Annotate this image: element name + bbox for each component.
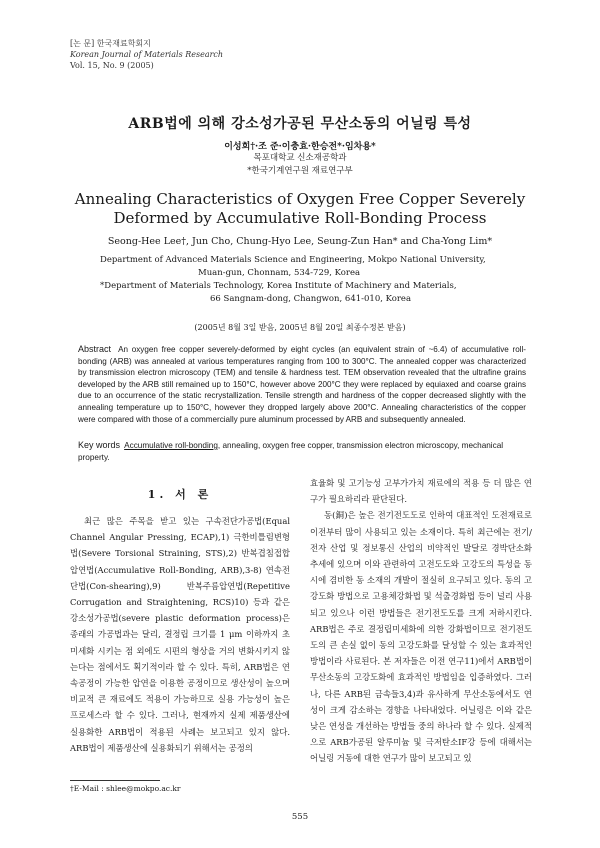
title-korean: ARB법에 의해 강소성가공된 무산소동의 어닐링 특성 xyxy=(128,116,472,132)
footnote-divider xyxy=(70,780,160,781)
affiliations-korean xyxy=(0,152,600,178)
section-title-introduction: 1. 서 론 xyxy=(147,488,213,501)
affiliation-en-2: Muan-gun, Chonnam, 534-729, Korea xyxy=(198,268,361,278)
authors-korean: 이성희†·조 준·이충효·한승전*·임차용* xyxy=(224,142,376,152)
title-english: Annealing Characteristics of Oxygen Free Copper Severely Deformed by Accumulative Roll-Bonding Process xyxy=(74,190,526,227)
abstract-text: An oxygen free copper severely-deformed by eight cycles (an equivalent strain of ~6.4) of accumulative roll-bonding (ARB) was annealed at various temperatures ranging from 100 to 300°C. The annealed copper was characterized by transmission electron microscopy (TEM) and tensile & hardness test. TEM observation revealed that the ultrafine grains developed by the ARB still remained up to 150°C, however above 200°C they were replaced by equiaxed and coarse grains due to an occurrence of the static recrystallization. Tensile strength and hardness of the copper decreased slightly with the annealing temperature up to 150°C, however they dropped largely above 200°C. Annealing characteristics of the copper were compared with those of a commercially pure aluminum processed by ARB and subsequently annealed. xyxy=(78,345,526,424)
intro-paragraph-1-cont: 효율화 및 고기능성 고부가가치 재료에의 적용 등 더 많은 연구가 필요하리라 판단된다. xyxy=(310,478,532,505)
left-column xyxy=(70,513,290,756)
journal-header xyxy=(70,38,223,71)
authors-english: Seong-Hee Lee†, Jun Cho, Chung-Hyo Lee, Seung-Zun Han* and Cha-Yong Lim* xyxy=(107,236,493,247)
journal-volume: Vol. 15, No. 9 (2005) xyxy=(70,61,154,70)
right-column xyxy=(310,475,532,767)
affiliation-en-1: Department of Advanced Materials Science and Engineering, Mokpo National University, xyxy=(100,255,486,265)
affiliation-ko-2: *한국기계연구원 재료연구부 xyxy=(247,166,353,176)
affiliation-en-3: *Department of Materials Technology, Korea Institute of Machinery and Materials, xyxy=(100,281,457,291)
journal-label: [논 문] 한국재료학회지 xyxy=(70,39,151,48)
received-dates: (2005년 8월 3일 받음, 2005년 8월 20일 최종수정본 받음) xyxy=(194,323,406,332)
abstract-label: Abstract xyxy=(78,344,112,354)
abstract xyxy=(78,344,526,425)
keywords-label: Key words xyxy=(78,440,121,450)
footnote-email: †E-Mail : shlee@mokpo.ac.kr xyxy=(70,784,181,793)
intro-paragraph-1: 최근 많은 주목을 받고 있는 구속전단가공법(Equal Channel Angular Pressing, ECAP),1) 극한비틀림변형법(Severe Torsional Straining, STS),2) 반복겹침접합압연법(Accumulative Roll-Bonding, ARB),3-8) 연속전단법(Con-shearing),9) 반복주름압연법(Repetitive Corrugation and Straightening, RCS)10) 등과 같은 강소성가공법(severe plastic deformation process)은 종래의 가공법과는 달리, 결정립 크기를 1 μm 이하까지 초미세화 시키는 점 외에도 시편의 형상을 거의 변화시키지 않는다는 점에서도 획기적이라 할 수 있다. 특히, ARB법은 연속공정이 가능한 압연을 이용한 공정이므로 생산성이 높으며 비교적 큰 재료에도 적용이 가능하므로 실용 가능성이 높은 프로세스라 할 수 있다. 그러나, 현재까지 실제 제품생산에 실용화한 ARB법이 적용된 사례는 보고되고 있지 않다. ARB법이 제품생산에 실용화되기 위해서는 공정의 xyxy=(70,516,290,753)
keywords-rest: , annealing, oxygen free copper, transmission electron microscopy, mechanical property. xyxy=(78,441,504,462)
journal-name-en: Korean Journal of Materials Research xyxy=(70,50,224,59)
keyword-first: Accumulative roll-bonding xyxy=(124,441,218,450)
affiliation-ko-1: 목포대학교 신소재공학과 xyxy=(253,153,347,163)
page-number: 555 xyxy=(291,812,309,822)
affiliation-en-4: 66 Sangnam-dong, Changwon, 641-010, Korea xyxy=(210,294,412,304)
affiliations-english xyxy=(100,254,520,306)
keywords xyxy=(78,439,526,464)
intro-paragraph-2: 동(銅)은 높은 전기전도도로 인하여 대표적인 도전재료로 이전부터 많이 사용되고 있는 소재이다. 특히 최근에는 전기/전자 산업 및 정보통신 산업의 비약적인 발달로 경박단소화 추세에 있으며 이와 관련하여 고전도도와 고강도의 특성을 동시에 겸비한 동 소재의 개발이 절실히 요구되고 있다. 동의 고강도화 방법으로 고용체강화법 및 석출경화법 등이 널리 사용되고 있으나 이런 방법들은 전기전도도를 크게 저하시킨다. ARB법은 주로 결정립미세화에 의한 강화법이므로 전기전도도의 큰 손실 없이 동의 고강도화를 달성할 수 있는 효과적인 방법이라 사료된다. 본 저자들은 이전 연구11)에서 ARB법이 무산소동의 고강도화에 효과적인 방법임을 입증하였다. 그러나, 다른 ARB된 금속들3,4)과 유사하게 무산소동에서도 연성이 크게 감소하는 경향을 나타내었다. 어닐링은 이와 같은 낮은 연성을 개선하는 방법들 중의 하나라 할 수 있다. 실제적으로 ARB가공된 알루미늄 및 극저탄소IF강 등에 대해서는 어닐링 거동에 대한 연구가 많이 보고되고 있 xyxy=(310,510,532,764)
